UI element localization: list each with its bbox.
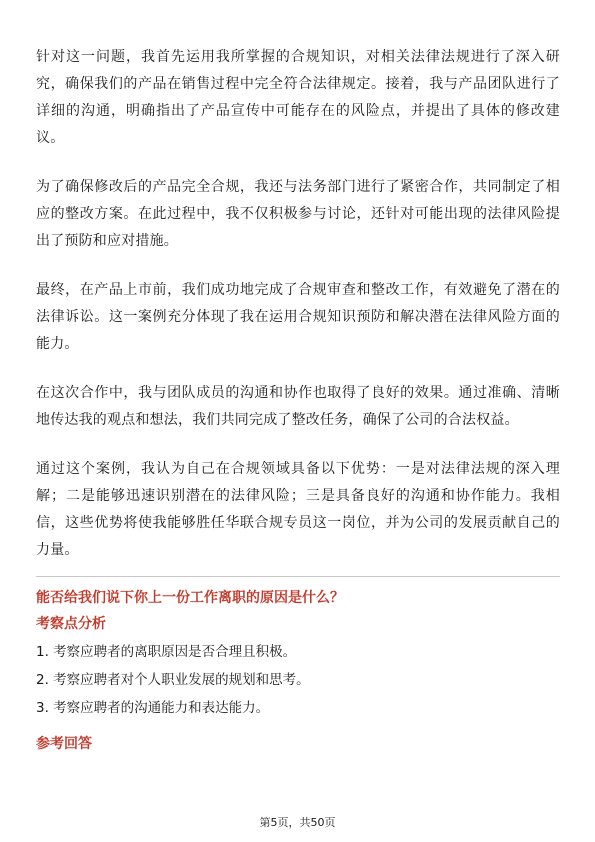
analysis-item-3: 3. 考察应聘者的沟通能力和表达能力。 [36, 700, 270, 716]
reference-answer-heading: 参考回答 [36, 736, 92, 752]
paragraph-1: 针对这一问题，我首先运用我所掌握的合规知识，对相关法律法规进行了深入研究，确保我们的产品在销售过程中完全符合法律规定。接着，我与产品团队进行了详细的沟通，明确指出了产品宣传中可能存在的风险点，并提出了具体的修改建议。 [36, 49, 560, 146]
page-number-footer: 第5页，共50页 [259, 816, 336, 829]
interview-question: 能否给我们说下你上一份工作离职的原因是什么？ [36, 590, 344, 606]
paragraph-3: 最终，在产品上市前，我们成功地完成了合规审查和整改工作，有效避免了潜在的法律诉讼。这一案例充分体现了我在运用合规知识预防和解决潜在法律风险方面的能力。 [36, 282, 560, 352]
section-divider [36, 576, 560, 577]
analysis-list [36, 641, 560, 719]
paragraph-4: 在这次合作中，我与团队成员的沟通和协作也取得了良好的效果。通过准确、清晰地传达我的观点和想法，我们共同完成了整改任务，确保了公司的合法权益。 [36, 385, 560, 428]
paragraph-5: 通过这个案例，我认为自己在合规领域具备以下优势：一是对法律法规的深入理解；二是能够迅速识别潜在的法律风险；三是具备良好的沟通和协作能力。我相信，这些优势将使我能够胜任华联合规专员这一岗位，并为公司的发展贡献自己的力量。 [36, 461, 560, 558]
analysis-item-1: 1. 考察应聘者的离职原因是否合理且积极。 [36, 644, 297, 660]
analysis-heading: 考察点分析 [36, 616, 106, 632]
paragraph-2: 为了确保修改后的产品完全合规，我还与法务部门进行了紧密合作，共同制定了相应的整改方案。在此过程中，我不仅积极参与讨论，还针对可能出现的法律风险提出了预防和应对措施。 [36, 179, 560, 249]
analysis-item-2: 2. 考察应聘者对个人职业发展的规划和思考。 [36, 672, 310, 688]
page-content [36, 44, 560, 755]
